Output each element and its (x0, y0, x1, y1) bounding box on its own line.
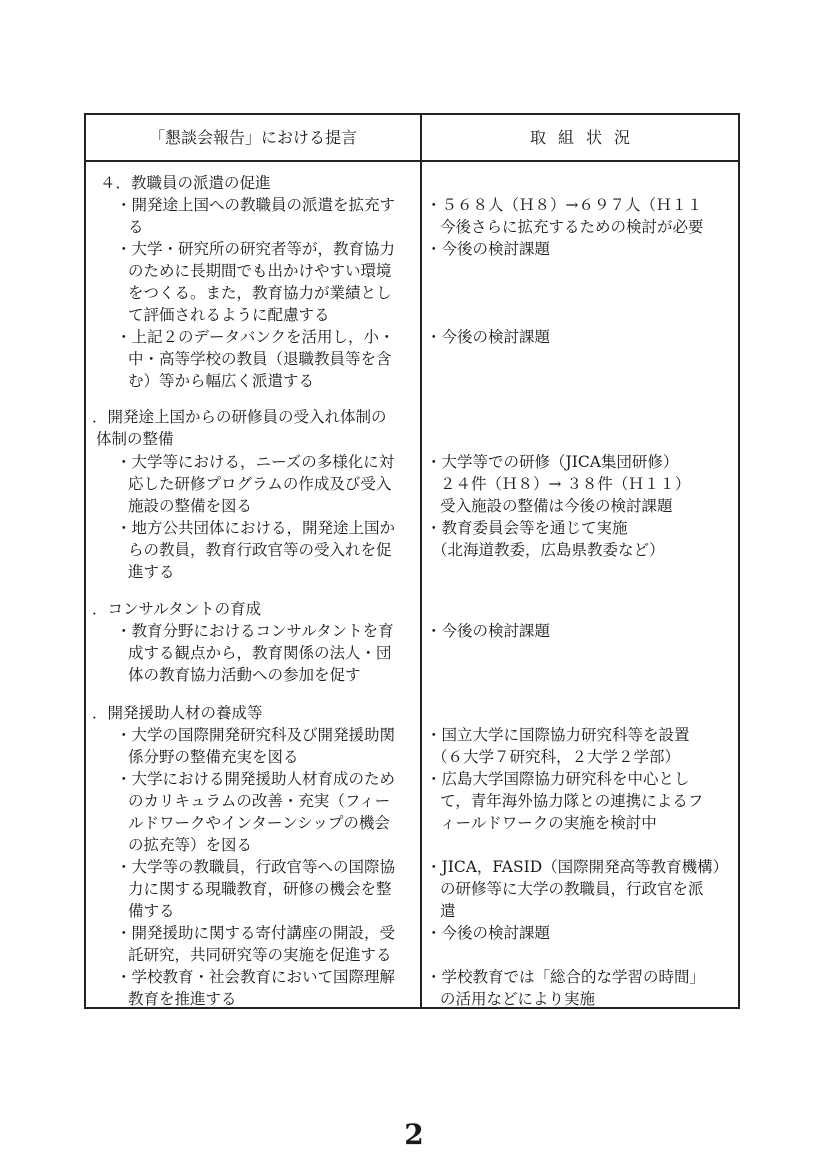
status-line: ・JICA，FASID（国際開発高等教育機構） (426, 858, 729, 876)
proposal-line: 託研究，共同研究等の実施を促進する (128, 946, 392, 964)
status-line: ・今後の検討課題 (426, 924, 551, 942)
proposal-line: 施設の整備を図る (128, 497, 253, 515)
status-line: ２４件（Ｈ８）→ ３８件（Ｈ１１） (440, 475, 691, 493)
column-divider (420, 115, 422, 1007)
proposal-line: ・大学における開発援助人材育成のため (116, 770, 396, 788)
proposal-line: ・開発途上国への教職員の派遣を拡充す (116, 196, 396, 214)
status-line: ィールドワークの実施を検討中 (440, 814, 657, 832)
proposal-line: の拡充等）を図る (128, 836, 253, 854)
status-line: て，青年海外協力隊との連携によるフ (440, 792, 704, 810)
section-title: ４．教職員の派遣の促進 (100, 174, 271, 192)
status-line: 遣 (440, 902, 456, 920)
proposal-line: ・教育分野におけるコンサルタントを育 (116, 622, 394, 640)
proposal-line: 中・高等学校の教員（退職教員等を含 (128, 350, 392, 368)
status-line: ・今後の検討課題 (426, 240, 551, 258)
status-line: ・広島大学国際協力研究科を中心とし (426, 770, 690, 788)
proposal-line: 力に関する現職教育，研修の機会を整 (128, 880, 392, 898)
proposal-line: ・大学・研究所の研究者等が，教育協力 (116, 240, 396, 258)
proposal-line: をつくる。また，教育協力が業績とし (128, 284, 392, 302)
header-divider (86, 160, 738, 162)
proposal-line: ・開発援助に関する寄付講座の開設，受 (116, 924, 396, 942)
proposal-line: 成する観点から，教育関係の法人・団 (128, 644, 392, 662)
proposal-line: む）等から幅広く派遣する (128, 372, 315, 390)
proposal-line: 教育を推進する (128, 990, 237, 1008)
proposal-line: ・大学等の教職員，行政官等への国際協 (116, 858, 396, 876)
proposal-line: ・地方公共団体における，開発途上国か (116, 519, 396, 537)
status-line: ・今後の検討課題 (426, 622, 551, 640)
section-title: 体制の整備 (96, 430, 174, 448)
proposal-line: ・大学等における，ニーズの多様化に対 (116, 453, 395, 471)
header-status: 取組状況 (529, 128, 642, 147)
status-line: ・大学等での研修（JICA集団研修） (426, 453, 679, 471)
proposal-line: る (128, 218, 144, 236)
status-line: ・５６８人（Ｈ８）→６９７人（Ｈ１１ (426, 196, 703, 214)
proposal-line: のために長期間でも出かけやすい環境 (128, 262, 392, 280)
section-title: ．開発途上国からの研修員の受入れ体制の (92, 408, 387, 426)
header-proposal: 「懇談会報告」における提言 (148, 128, 357, 147)
proposal-line: ・学校教育・社会教育において国際理解 (116, 968, 396, 986)
proposal-line: 体の教育協力活動への参加を促す (128, 666, 361, 684)
status-line: （６大学７研究科，２大学２学部） (432, 748, 681, 766)
status-line: 受入施設の整備は今後の検討課題 (440, 497, 673, 515)
status-line: （北海道教委，広島県教委など） (432, 541, 665, 559)
proposal-line: 係分野の整備充実を図る (128, 748, 299, 766)
section-title: ．コンサルタントの育成 (92, 600, 262, 618)
status-line: ・国立大学に国際協力研究科等を設置 (426, 726, 690, 744)
proposal-line: ・大学の国際開発研究科及び開発援助関 (116, 726, 396, 744)
status-line: ・今後の検討課題 (426, 328, 551, 346)
proposal-line: らの教員，教育行政官等の受入れを促 (128, 541, 392, 559)
status-line: の活用などにより実施 (440, 990, 596, 1008)
proposal-line: 進する (128, 563, 175, 581)
proposal-line: ・上記２のデータバンクを活用し，小・ (116, 328, 395, 346)
page-number: 2 (404, 1118, 424, 1151)
proposal-line: ルドワークやインターンシップの機会 (128, 814, 390, 832)
proposal-line: 備する (128, 902, 175, 920)
status-line: の研修等に大学の教職員，行政官を派 (440, 880, 704, 898)
section-title: ．開発援助人材の養成等 (92, 704, 263, 722)
proposal-line: のカリキュラムの改善・充実（フィー (128, 792, 391, 810)
status-line: 今後さらに拡充するための検討が必要 (440, 218, 704, 236)
proposal-line: て評価されるように配慮する (128, 306, 330, 324)
status-line: ・学校教育では「総合的な学習の時間」 (426, 968, 706, 986)
status-line: ・教育委員会等を通じて実施 (426, 519, 628, 537)
proposal-line: 応した研修プログラムの作成及び受入 (128, 475, 392, 493)
